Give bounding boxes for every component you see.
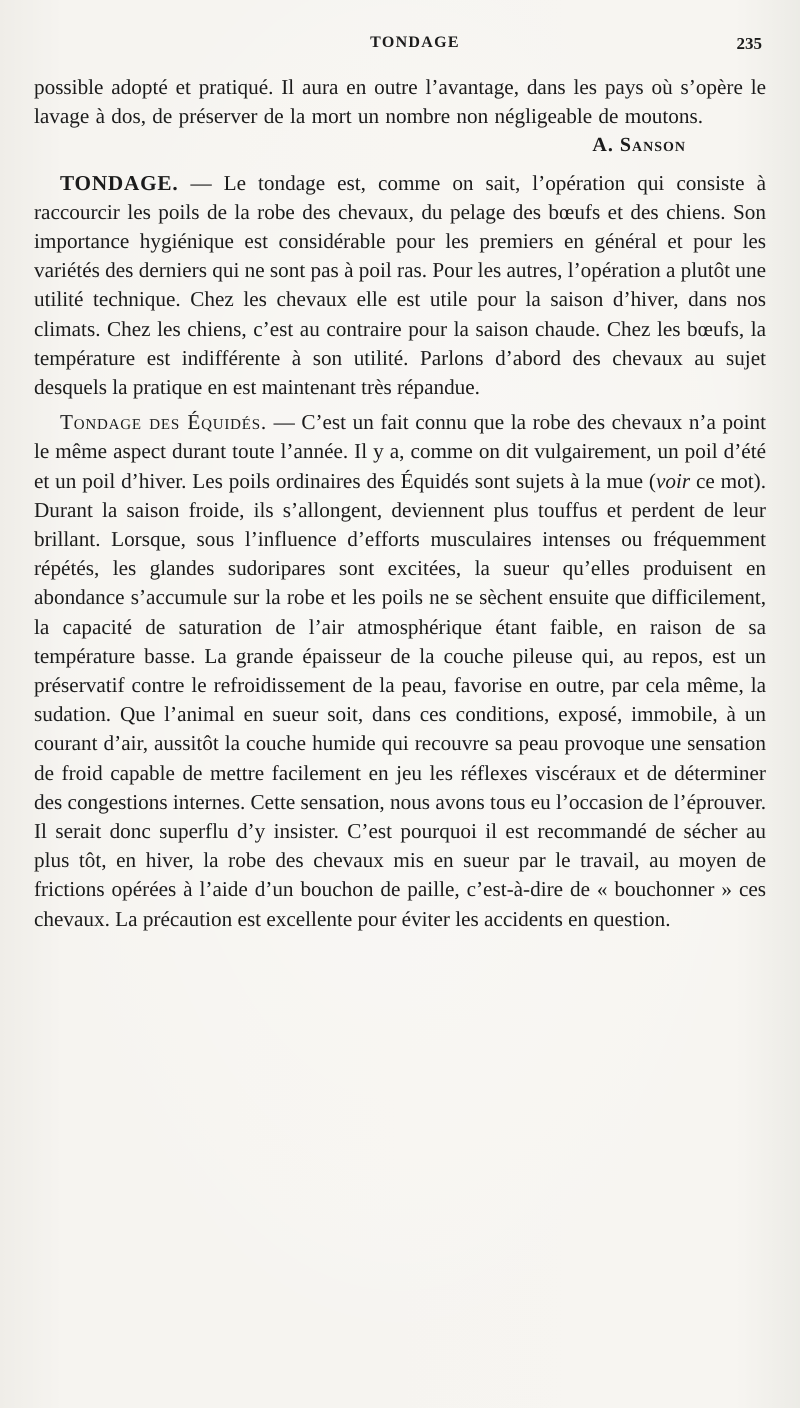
- running-head: [60, 34, 770, 58]
- subsection-text-part-1: — C’est un fait connu que la robe des chevaux n’a point le même aspect durant toute l’année. Il y a, comme on dit vulgairement, un poil d’été et un poil d’hiver. Les poils ordinaires des Équidés sont sujets à la mue (: [34, 410, 767, 493]
- subsection-text-part-2: ce mot). Durant la saison froide, ils s’allongent, deviennent plus touffus et perdent de leur brillant. Lorsque, sous l’influence d’efforts musculaires intenses ou fréquemment répétés, les glandes sudoripares sont excitées, la sueur qu’elles produisent en abondance s’accumule sur la robe et les poils ne se sèchent ensuite que difficilement, la capacité de saturation de l’air atmosphérique étant faible, en raison de sa température basse. La grande épaisseur de la couche pileuse qui, au repos, est un préservatif contre le refroidissement de la peau, favorise en outre, par cela même, la sudation. Que l’animal en sueur soit, dans ces conditions, exposé, immobile, à un courant d’air, aussitôt la couche humide qui recouvre sa peau provoque une sensation de froid capable de mettre facilement en jeu les réflexes viscéraux et de déterminer des congestions internes. Cette sensation, nous avons tous eu l’occasion de l’éprouver. Il serait donc superflu d’y insister. C’est pourquoi il est recommandé de sécher au plus tôt, en hiver, la robe des chevaux mis en sueur par le travail, au moyen de frictions opérées à l’aide d’un bouchon de paille, c’est-à-dire de « bouchonner » ces chevaux. La précaution est excellente pour éviter les accidents en question.: [34, 468, 767, 931]
- page-number: 235: [736, 34, 762, 53]
- running-title: TONDAGE: [370, 34, 460, 51]
- section-intro: — Le tondage est, comme on sait, l’opération qui consiste à raccourcir les poils de la robe des chevaux, du pelage des bœufs et des chiens. Son importance hygiénique est considérable pour les premiers en général et pour les variétés des derniers qui ne sont pas à poil ras. Pour les autres, l’opération a plutôt une utilité technique. Chez les chevaux elle est utile pour la saison d’hiver, dans nos climats. Chez les chiens, c’est au contraire pour la saison chaude. Chez les bœufs, la température est indifférente à son utilité. Parlons d’abord des chevaux au sujet desquels la pratique en est maintenant très répandue.: [34, 170, 766, 400]
- section-heading: TONDAGE.: [60, 170, 179, 195]
- body-text: [34, 73, 766, 934]
- lead-paragraph: possible adopté et pratiqué. Il aura en outre l’avantage, dans les pays où s’opère le lavage à dos, de préserver de la mort un nombre non négligeable de moutons.: [34, 75, 766, 129]
- subsection-italic-word: voir: [655, 468, 691, 493]
- author-signature: A. Sanson: [592, 134, 686, 157]
- equides-section: [34, 408, 766, 934]
- subsection-heading: Tondage des Équidés.: [60, 410, 267, 435]
- tondage-section: [34, 169, 766, 403]
